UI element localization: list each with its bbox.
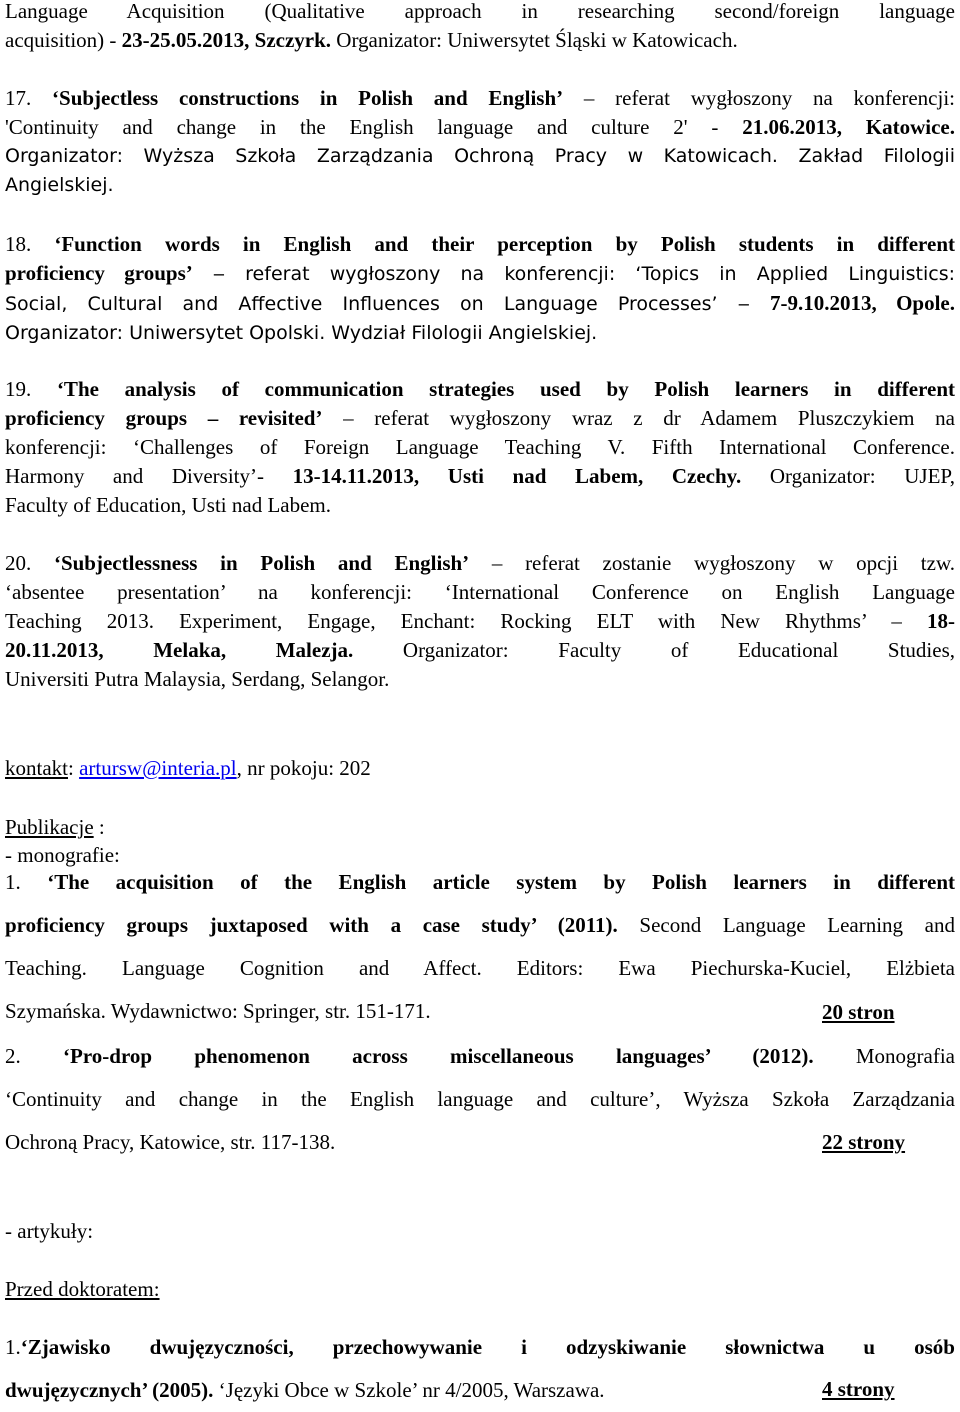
item-16-organizer: Organizator: Uniwersytet Śląski w Katowicach. [331, 28, 738, 52]
item-17-conference: 'Continuity and change in the English language and culture 2' - [5, 115, 743, 139]
monograph-2-line-3: Ochroną Pracy, Katowice, str. 117-138. [5, 1130, 336, 1154]
article-1 [5, 1326, 955, 1412]
articles-label: - artykuły: [5, 1219, 94, 1243]
contact-colon: : [68, 756, 80, 780]
monograph-1-title: ‘The acquisition of the English article system by Polish learners in different [47, 870, 956, 894]
item-19-title-cont: proficiency groups ‒ revisited’ [5, 406, 323, 430]
item-number: 17. [5, 86, 53, 110]
monograph-1-line-4: Szymańska. Wydawnictwo: Springer, str. 151-171. [5, 999, 431, 1023]
monograph-1 [5, 861, 955, 1033]
article-1-title: ‘Zjawisko dwujęzyczności, przechowywanie i odzyskiwanie słownictwa u osób [20, 1335, 955, 1359]
publications-heading-colon: : [93, 815, 105, 839]
monograph-1-pages: 20 stron [822, 1000, 895, 1024]
item-20-line-1 [5, 549, 955, 578]
item-20-title: ‘Subjectlessness in Polish and English’ [53, 551, 470, 575]
item-19-title: ‘The analysis of communication strategies used by Polish learners in different [56, 377, 956, 401]
item-20-line-2: ‘absentee presentation’ na konferencji: ‘International Conference on English Language [5, 580, 955, 604]
monograph-2-type: Monografia [813, 1044, 955, 1068]
monograph-1-line-1 [5, 861, 955, 904]
item-number: 2. [5, 1044, 64, 1068]
monograph-2 [5, 1035, 955, 1164]
item-19-date: 13-14.11.2013, Usti nad Labem, Czechy. [292, 464, 742, 488]
monograph-2-line-2: ‘Continuity and change in the English language and culture’, Wyższa Szkoła Zarządzania [5, 1087, 955, 1111]
item-17-text: ‒ referat wygłoszony na konferencji: [563, 86, 956, 110]
item-19-line-5: Faculty of Education, Usti nad Labem. [5, 493, 332, 517]
item-number: 18. [5, 232, 55, 256]
item-19-conference: Harmony and Diversity’- [5, 464, 293, 488]
item-18-date: 7-9.10.2013, Opole. [769, 291, 955, 315]
item-18 [5, 230, 955, 348]
item-18-line-1 [5, 230, 955, 259]
item-19-organizer: Organizator: UJEP, [741, 464, 955, 488]
monograph-2-line-1 [5, 1035, 955, 1078]
item-18-line-3 [5, 289, 955, 319]
item-20-organizer: Organizator: Faculty of Educational Studies, [353, 638, 955, 662]
item-20-date-start: 18- [927, 609, 955, 633]
item-19-line-2 [5, 404, 955, 433]
item-19-line-3: konferencji: ‘Challenges of Foreign Language Teaching V. Fifth International Conference. [5, 435, 955, 459]
monograph-1-title-cont: proficiency groups juxtaposed with a case study’ (2011). [5, 913, 618, 937]
contact-line [5, 754, 955, 783]
item-18-title-cont: proficiency groups’ [5, 261, 193, 285]
item-20-line-4 [5, 636, 955, 665]
monograph-1-line-2 [5, 904, 955, 947]
item-19-text: ‒ referat wygłoszony wraz z dr Adamem Pluszczykiem na [322, 406, 955, 430]
monograph-1-line-3: Teaching. Language Cognition and Affect. Editors: Ewa Piechurska-Kuciel, Elżbieta [5, 956, 955, 980]
item-17-title: ‘Subjectless constructions in Polish and English’ [52, 86, 564, 110]
publications-heading-text: Publikacje [5, 815, 94, 839]
item-20-conference: Teaching 2013. Experiment, Engage, Enchant: Rocking ELT with New Rhythms’ ‒ [5, 609, 927, 633]
item-20-date: 20.11.2013, Melaka, Malezja. [5, 638, 354, 662]
item-18-text: ‒ referat wygłoszony na konferencji: ‘Topics in Applied Linguistics: [192, 263, 956, 285]
article-1-pages: 4 strony [822, 1377, 895, 1401]
item-17-line-3: Organizator: Wyższa Szkoła Zarządzania Ochroną Pracy w Katowicach. Zakład Filologii [5, 145, 955, 167]
item-20-text: ‒ referat zostanie wygłoszony w opcji tzw. [469, 551, 955, 575]
article-1-line-1 [5, 1326, 955, 1369]
before-phd-heading [5, 1275, 955, 1304]
item-18-line-2 [5, 259, 955, 289]
item-16-text: acquisition) - [5, 28, 122, 52]
item-17-line-2 [5, 113, 955, 142]
monograph-2-pages: 22 strony [822, 1130, 906, 1154]
monographs-label: - monografie: [5, 843, 120, 867]
room-number: , nr pokoju: 202 [236, 756, 371, 780]
item-17-date: 21.06.2013, Katowice. [742, 115, 955, 139]
item-20 [5, 549, 955, 694]
item-18-title: ‘Function words in English and their perception by Polish students in different [54, 232, 955, 256]
item-17-line-4: Angielskiej. [5, 174, 114, 196]
item-17 [5, 84, 955, 200]
item-20-line-3 [5, 607, 955, 636]
article-1-journal: ‘Języki Obce w Szkole’ nr 4/2005, Warszawa. [213, 1378, 605, 1402]
item-16-line-1: Language Acquisition (Qualitative approach in researching second/foreign language [5, 0, 955, 23]
item-16-date: 23-25.05.2013, Szczyrk. [121, 28, 332, 52]
contact-label: kontakt [5, 756, 68, 780]
item-number: 19. [5, 377, 57, 401]
publications-heading [5, 813, 955, 842]
before-phd-text: Przed doktoratem: [5, 1277, 160, 1301]
item-number: 20. [5, 551, 54, 575]
item-16-tail [5, 0, 955, 55]
item-19-line-4 [5, 462, 955, 491]
item-18-conference: Social, Cultural and Affective Influences on Language Processes’ ‒ [5, 293, 770, 315]
item-number: 1. [5, 870, 48, 894]
item-19 [5, 375, 955, 520]
article-1-line-2 [5, 1369, 955, 1412]
item-number: 1. [5, 1335, 21, 1359]
email-link[interactable]: artursw@interia.pl [79, 756, 237, 780]
monograph-2-title: ‘Pro-drop phenomenon across miscellaneous languages’ (2012). [63, 1044, 814, 1068]
article-1-title-cont: dwujęzycznych’ (2005). [5, 1378, 214, 1402]
item-16-line-2 [5, 26, 955, 55]
item-17-line-1 [5, 84, 955, 113]
item-18-line-4: Organizator: Uniwersytet Opolski. Wydział Filologii Angielskiej. [5, 322, 598, 344]
item-19-line-1 [5, 375, 955, 404]
item-20-line-5: Universiti Putra Malaysia, Serdang, Selangor. [5, 667, 390, 691]
monograph-1-book: Second Language Learning and [617, 913, 955, 937]
